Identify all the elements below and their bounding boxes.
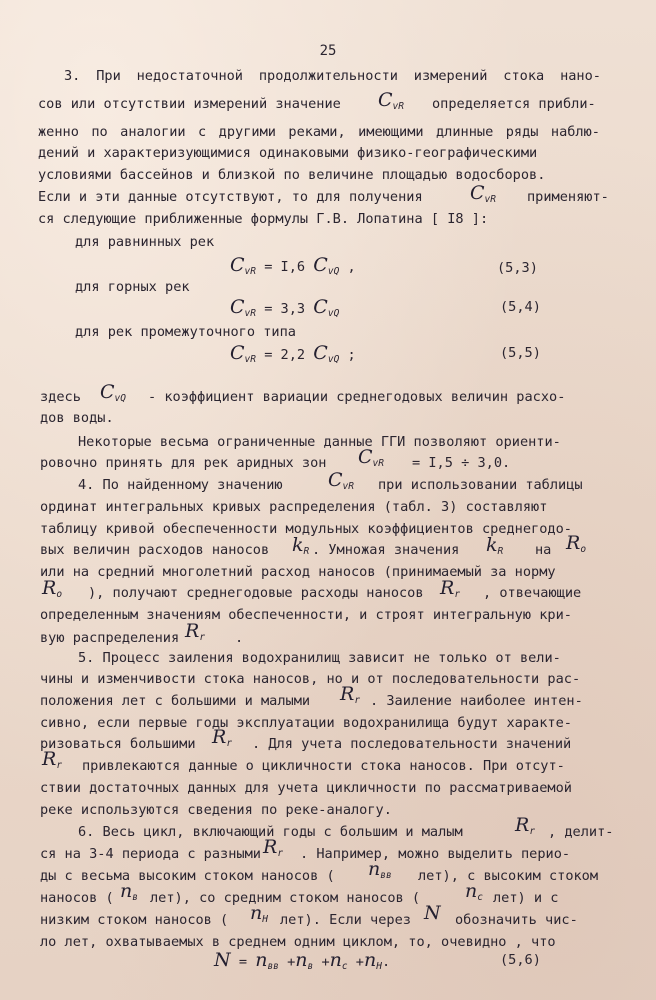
paragraph-line: определяется прибли- bbox=[432, 96, 596, 112]
paragraph-line: . Например, можно выделить перио- bbox=[300, 846, 571, 862]
formula-5-5: $C_{vR} = 2,2$ $C_{vQ}$ ; bbox=[230, 342, 356, 365]
paragraph-line: положения лет с большими и малыми bbox=[40, 693, 311, 709]
paragraph-line: ся на 3-4 периода с разными bbox=[40, 846, 261, 862]
formula-5-4: $C_{vR} = 3,3$ $C_{vQ}$ bbox=[230, 296, 340, 319]
paragraph-line: при использовании таблицы bbox=[378, 477, 583, 493]
formula-5-3: $C_{vR} = I,6$ $C_{vQ}$ , bbox=[230, 254, 356, 277]
paragraph-line: . Умножая значения bbox=[312, 542, 460, 558]
paragraph-line: сивно, если первые годы эксплуатации водохранилища будут характе- bbox=[40, 715, 572, 731]
n-vv-symbol: $n_{вв}$ bbox=[368, 858, 392, 881]
paragraph-line: наносов ( bbox=[40, 890, 114, 906]
formula-label: для горных рек bbox=[75, 279, 190, 295]
paragraph-line: применяют- bbox=[527, 189, 609, 205]
paragraph-line: лет). Если через bbox=[280, 912, 411, 928]
rr-symbol: $R_r$ bbox=[185, 620, 206, 643]
equation-number: (5,4) bbox=[500, 299, 541, 315]
paragraph-line: 6. Весь цикл, включающий годы с большим и малым bbox=[78, 824, 463, 840]
citation: [ I8 ]: bbox=[430, 211, 489, 227]
formula-5-6: $N = n_{вв} +n_в +n_c +n_H$. bbox=[214, 949, 391, 972]
paragraph-line: , отвечающие bbox=[483, 585, 582, 601]
paragraph-line: сов или отсутствии измерений значение bbox=[38, 96, 341, 112]
paragraph-line: вую распределения bbox=[40, 630, 180, 646]
paragraph-line: вых величин расходов наносов bbox=[40, 542, 270, 558]
paragraph-line: ствии достаточных данных для учета цикличности по рассматриваемой bbox=[40, 780, 572, 796]
paragraph-line: лет), с высоким стоком bbox=[418, 868, 599, 884]
cvr-symbol: $C_{vR}$ bbox=[470, 182, 496, 205]
paragraph-line: . bbox=[235, 630, 244, 646]
paragraph-line: 5. Процесс заиления водохранилищ зависит не только от вели- bbox=[78, 650, 561, 666]
paragraph-line: . Заиление наиболее интен- bbox=[370, 693, 583, 709]
paragraph-line: таблицу кривой обеспеченности модульных коэффициентов среднегодо- bbox=[40, 521, 572, 537]
paragraph-line: Если и эти данные отсутствуют, то для получения bbox=[38, 189, 423, 205]
paragraph-line: ся следующие приближенные формулы Г.В. Лопатина [ I8 ]: bbox=[38, 211, 489, 227]
kr-symbol: $k_R$ bbox=[486, 534, 504, 557]
cvr-symbol: $C_{vR}$ bbox=[328, 469, 354, 492]
cvq-symbol: $C_{vQ}$ bbox=[100, 381, 126, 404]
paragraph-line: 3. При недостаточной продолжительности измерений стока нано- bbox=[64, 68, 601, 84]
n-c-symbol: $n_c$ bbox=[465, 880, 483, 903]
paragraph-line: реке используются сведения по реке-аналогу. bbox=[40, 802, 392, 818]
paragraph-line: женно по аналогии с другими реками, имеющими длинные ряды наблю- bbox=[38, 124, 600, 140]
page-number: 25 bbox=[319, 43, 337, 59]
rr-symbol: $R_r$ bbox=[42, 748, 63, 771]
paragraph-line: чины и изменчивости стока наносов, но и от последовательности рас- bbox=[40, 671, 581, 687]
paragraph-line: или на средний многолетний расход наносов (принимаемый за норму bbox=[40, 564, 556, 580]
paragraph-line: 4. По найденному значению bbox=[78, 477, 283, 493]
paragraph-line: низким стоком наносов ( bbox=[40, 912, 229, 928]
paragraph-line: лет), со средним стоком наносов ( bbox=[150, 890, 421, 906]
equation-number: (5,3) bbox=[497, 260, 538, 276]
paragraph-line: ризоваться большими bbox=[40, 736, 196, 752]
paragraph-line: Некоторые весьма ограниченные данные ГГИ позволяют ориенти- bbox=[78, 434, 561, 450]
ro-symbol: $R_o$ bbox=[42, 577, 63, 600]
equation-number: (5,5) bbox=[500, 345, 541, 361]
rr-symbol: $R_r$ bbox=[340, 683, 361, 706]
paragraph-line: , делит- bbox=[548, 824, 614, 840]
ro-symbol: $R_o$ bbox=[566, 532, 587, 555]
cvr-symbol: $C_{vR}$ bbox=[378, 89, 404, 112]
formula-label: для рек промежуточного типа bbox=[75, 324, 296, 340]
paragraph-line: дов воды. bbox=[40, 410, 114, 426]
paragraph-line: определенным значениям обеспеченности, и строят интегральную кри- bbox=[40, 607, 572, 623]
formula-label: для равнинных рек bbox=[75, 234, 215, 250]
paragraph-line: на bbox=[535, 542, 552, 558]
paragraph-line: дений и характеризующимися одинаковыми физико-географическими bbox=[38, 145, 538, 161]
paragraph-line: ), получают среднегодовые расходы наносов bbox=[88, 585, 424, 601]
rr-symbol: $R_r$ bbox=[515, 814, 536, 837]
N-symbol: N bbox=[424, 902, 441, 924]
paragraph-line: здесь bbox=[40, 389, 81, 405]
paragraph-line: ды с весьма высоким стоком наносов ( bbox=[40, 868, 335, 884]
paragraph-line: привлекаются данные о цикличности стока наносов. При отсут- bbox=[82, 758, 565, 774]
paragraph-line: условиями бассейнов и близкой по величине площадью водосборов. bbox=[38, 167, 546, 183]
cvr-symbol: $C_{vR}$ bbox=[358, 446, 384, 469]
rr-symbol: $R_r$ bbox=[440, 577, 461, 600]
paragraph-line: = I,5 ÷ 3,0. bbox=[412, 455, 511, 471]
paragraph-line: ординат интегральных кривых распределения (табл. 3) составляют bbox=[40, 499, 548, 515]
n-v-symbol: $n_в$ bbox=[120, 880, 138, 903]
paragraph-line: лет) и с bbox=[493, 890, 559, 906]
kr-symbol: $k_R$ bbox=[292, 534, 310, 557]
equation-number: (5,6) bbox=[500, 952, 541, 968]
paragraph-line: ровочно принять для рек аридных зон bbox=[40, 455, 327, 471]
rr-symbol: $R_r$ bbox=[263, 836, 284, 859]
paragraph-line: ло лет, охватываемых в среднем одним циклом, то, очевидно , что bbox=[40, 934, 556, 950]
paragraph-line: обозначить чис- bbox=[455, 912, 578, 928]
rr-symbol: $R_r$ bbox=[212, 726, 233, 749]
paragraph-line: - коэффициент вариации среднегодовых величин расхо- bbox=[148, 389, 566, 405]
paragraph-line: . Для учета последовательности значений bbox=[252, 736, 572, 752]
n-h-symbol: $n_H$ bbox=[250, 902, 268, 925]
